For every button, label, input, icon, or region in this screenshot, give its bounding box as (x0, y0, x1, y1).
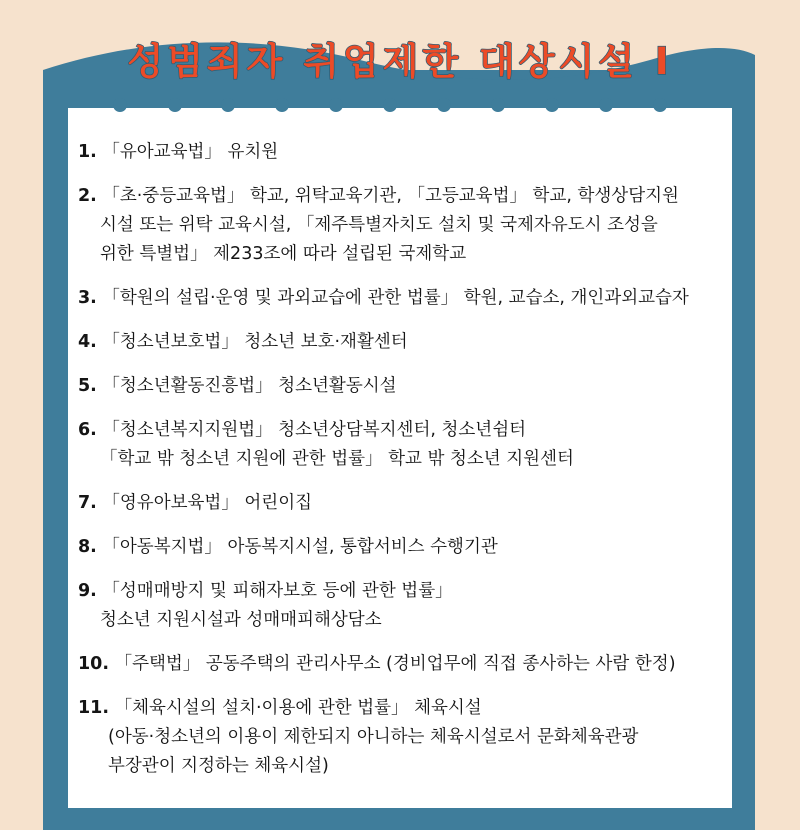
item-text: 「아동복지법」 아동복지시설, 통합서비스 수행기관 (102, 537, 498, 557)
item-number: 3. (78, 288, 97, 308)
item-first-line (78, 489, 728, 518)
item-continuation-line: 시설 또는 위탁 교육시설, 「제주특별자치도 설치 및 국제자유도시 조성을 (100, 215, 658, 235)
binder-ring (491, 98, 505, 112)
item-text: 「주택법」 공동주택의 관리사무소 (경비업무에 직접 종사하는 사람 한정) (114, 654, 676, 674)
item-first-line (78, 328, 728, 357)
item-text: 「영유아보육법」 어린이집 (102, 493, 313, 513)
item-number: 4. (78, 332, 97, 352)
item-continuation-line: (아동·청소년의 이용이 제한되지 아니하는 체육시설로서 문화체육관광 (108, 727, 639, 747)
item-continuation-line: 청소년 지원시설과 성매매피해상담소 (100, 610, 382, 630)
item-text: 「학원의 설립·운영 및 과외교습에 관한 법률」 학원, 교습소, 개인과외교습자 (102, 288, 689, 308)
item-first-line (78, 138, 728, 167)
item-number: 9. (78, 581, 97, 601)
item-first-line (78, 284, 728, 313)
item-first-line (78, 577, 728, 606)
page-title: 성범죄자 취업제한 대상시설 Ⅰ (127, 40, 673, 83)
item-first-line (78, 694, 728, 723)
list-item (78, 284, 728, 313)
item-number: 5. (78, 376, 97, 396)
item-text: 「청소년복지지원법」 청소년상담복지센터, 청소년쉼터 (102, 420, 527, 440)
item-first-line (78, 416, 728, 445)
binder-ring (113, 98, 127, 112)
binder-ring (275, 98, 289, 112)
list-item (78, 372, 728, 401)
item-text: 「청소년보호법」 청소년 보호·재활센터 (102, 332, 408, 352)
list-item (78, 533, 728, 562)
item-text: 「체육시설의 설치·이용에 관한 법률」 체육시설 (114, 698, 482, 718)
item-text: 「초·중등교육법」 학교, 위탁교육기관, 「고등교육법」 학교, 학생상담지원 (102, 186, 679, 206)
item-text: 「성매매방지 및 피해자보호 등에 관한 법률」 (102, 581, 453, 601)
item-number: 1. (78, 142, 97, 162)
binder-ring (437, 98, 451, 112)
item-continuation-line: 부장관이 지정하는 체육시설) (108, 756, 329, 776)
item-first-line (78, 533, 728, 562)
binder-ring (221, 98, 235, 112)
item-continuation-line: 위한 특별법」 제233조에 따라 설립된 국제학교 (100, 244, 467, 264)
item-text: 「청소년활동진흥법」 청소년활동시설 (102, 376, 397, 396)
binder-ring (383, 98, 397, 112)
binder-ring (545, 98, 559, 112)
binder-ring (329, 98, 343, 112)
list-item (78, 182, 728, 269)
list-item (78, 489, 728, 518)
item-first-line (78, 650, 728, 679)
list-item (78, 650, 728, 679)
item-continuation-line: 「학교 밖 청소년 지원에 관한 법률」 학교 밖 청소년 지원센터 (100, 449, 574, 469)
facility-list (78, 138, 728, 796)
list-item (78, 416, 728, 474)
item-first-line (78, 372, 728, 401)
item-number: 10. (78, 654, 110, 674)
item-first-line (78, 182, 728, 211)
item-number: 7. (78, 493, 97, 513)
item-number: 6. (78, 420, 97, 440)
item-number: 8. (78, 537, 97, 557)
list-item (78, 328, 728, 357)
list-item (78, 138, 728, 167)
item-text: 「유아교육법」 유치원 (102, 142, 279, 162)
binder-ring (653, 98, 667, 112)
item-number: 2. (78, 186, 97, 206)
item-number: 11. (78, 698, 110, 718)
binder-ring (599, 98, 613, 112)
list-item (78, 694, 728, 781)
binder-ring (168, 98, 182, 112)
list-item (78, 577, 728, 635)
